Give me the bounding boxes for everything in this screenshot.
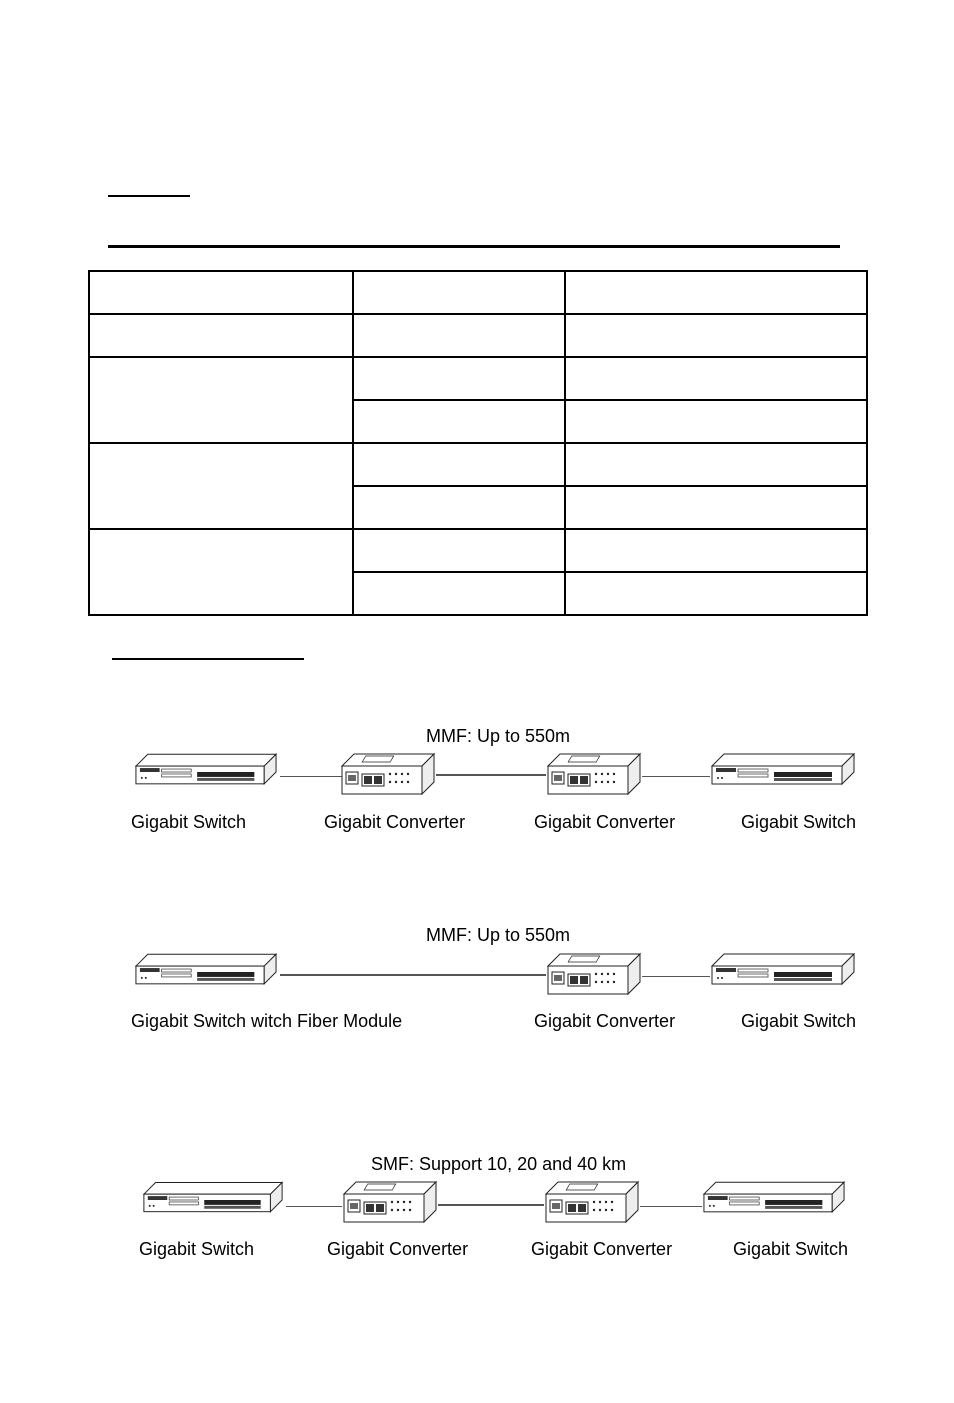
device-label: Gigabit Converter [531, 1239, 673, 1259]
media-converter-icon [542, 1180, 642, 1226]
media-converter-icon [338, 752, 438, 798]
table-cell [353, 486, 565, 529]
table-cell [353, 400, 565, 443]
copper-link [280, 776, 342, 777]
table-cell [89, 357, 353, 443]
table-row [89, 357, 867, 400]
fiber-type-label: MMF: Up to 550m [426, 925, 571, 945]
media-converter-icon [340, 1180, 440, 1226]
copper-link [642, 976, 710, 977]
device-label: Gigabit Converter [324, 812, 466, 832]
table-row [89, 443, 867, 486]
network-switch-icon [708, 752, 858, 792]
media-converter-icon [544, 752, 644, 798]
fiber-link [436, 774, 546, 776]
table-cell [89, 314, 353, 357]
table-cell [565, 271, 867, 314]
network-switch-icon [700, 1180, 848, 1220]
table-row [89, 529, 867, 572]
table-cell [353, 529, 565, 572]
device-label: Gigabit Switch [733, 1239, 849, 1259]
table-cell [89, 529, 353, 615]
section-divider [108, 245, 840, 248]
section-heading-underline [108, 195, 190, 197]
table-cell [565, 572, 867, 615]
device-label: Gigabit Switch [741, 812, 857, 832]
copper-link [640, 1206, 702, 1207]
table-cell [565, 486, 867, 529]
network-switch-icon [708, 952, 858, 992]
device-label: Gigabit Switch [741, 1011, 857, 1031]
fiber-link [280, 974, 546, 976]
media-converter-icon [544, 952, 644, 998]
fiber-type-label: SMF: Support 10, 20 and 40 km [371, 1154, 627, 1174]
table-cell [353, 271, 565, 314]
network-switch-icon [132, 952, 280, 992]
copper-link [642, 776, 710, 777]
table-cell [565, 314, 867, 357]
table-cell [353, 443, 565, 486]
table-cell [565, 400, 867, 443]
table-cell [89, 443, 353, 529]
table-cell [353, 357, 565, 400]
specification-table [88, 270, 868, 616]
network-switch-icon [140, 1180, 286, 1220]
copper-link [286, 1206, 342, 1207]
device-label: Gigabit Converter [534, 812, 676, 832]
table-row [89, 271, 867, 314]
table-row [89, 314, 867, 357]
table-cell [565, 357, 867, 400]
table-cell [353, 572, 565, 615]
device-label: Gigabit Converter [534, 1011, 676, 1031]
applications-heading-underline [112, 658, 304, 660]
table-cell [353, 314, 565, 357]
fiber-link [438, 1204, 544, 1206]
table-cell [565, 443, 867, 486]
table-cell [565, 529, 867, 572]
network-switch-icon [132, 752, 280, 792]
table-cell [89, 271, 353, 314]
fiber-type-label: MMF: Up to 550m [426, 726, 571, 746]
device-label: Gigabit Switch [131, 812, 247, 832]
device-label: Gigabit Switch witch Fiber Module [131, 1011, 403, 1031]
device-label: Gigabit Switch [139, 1239, 255, 1259]
device-label: Gigabit Converter [327, 1239, 469, 1259]
